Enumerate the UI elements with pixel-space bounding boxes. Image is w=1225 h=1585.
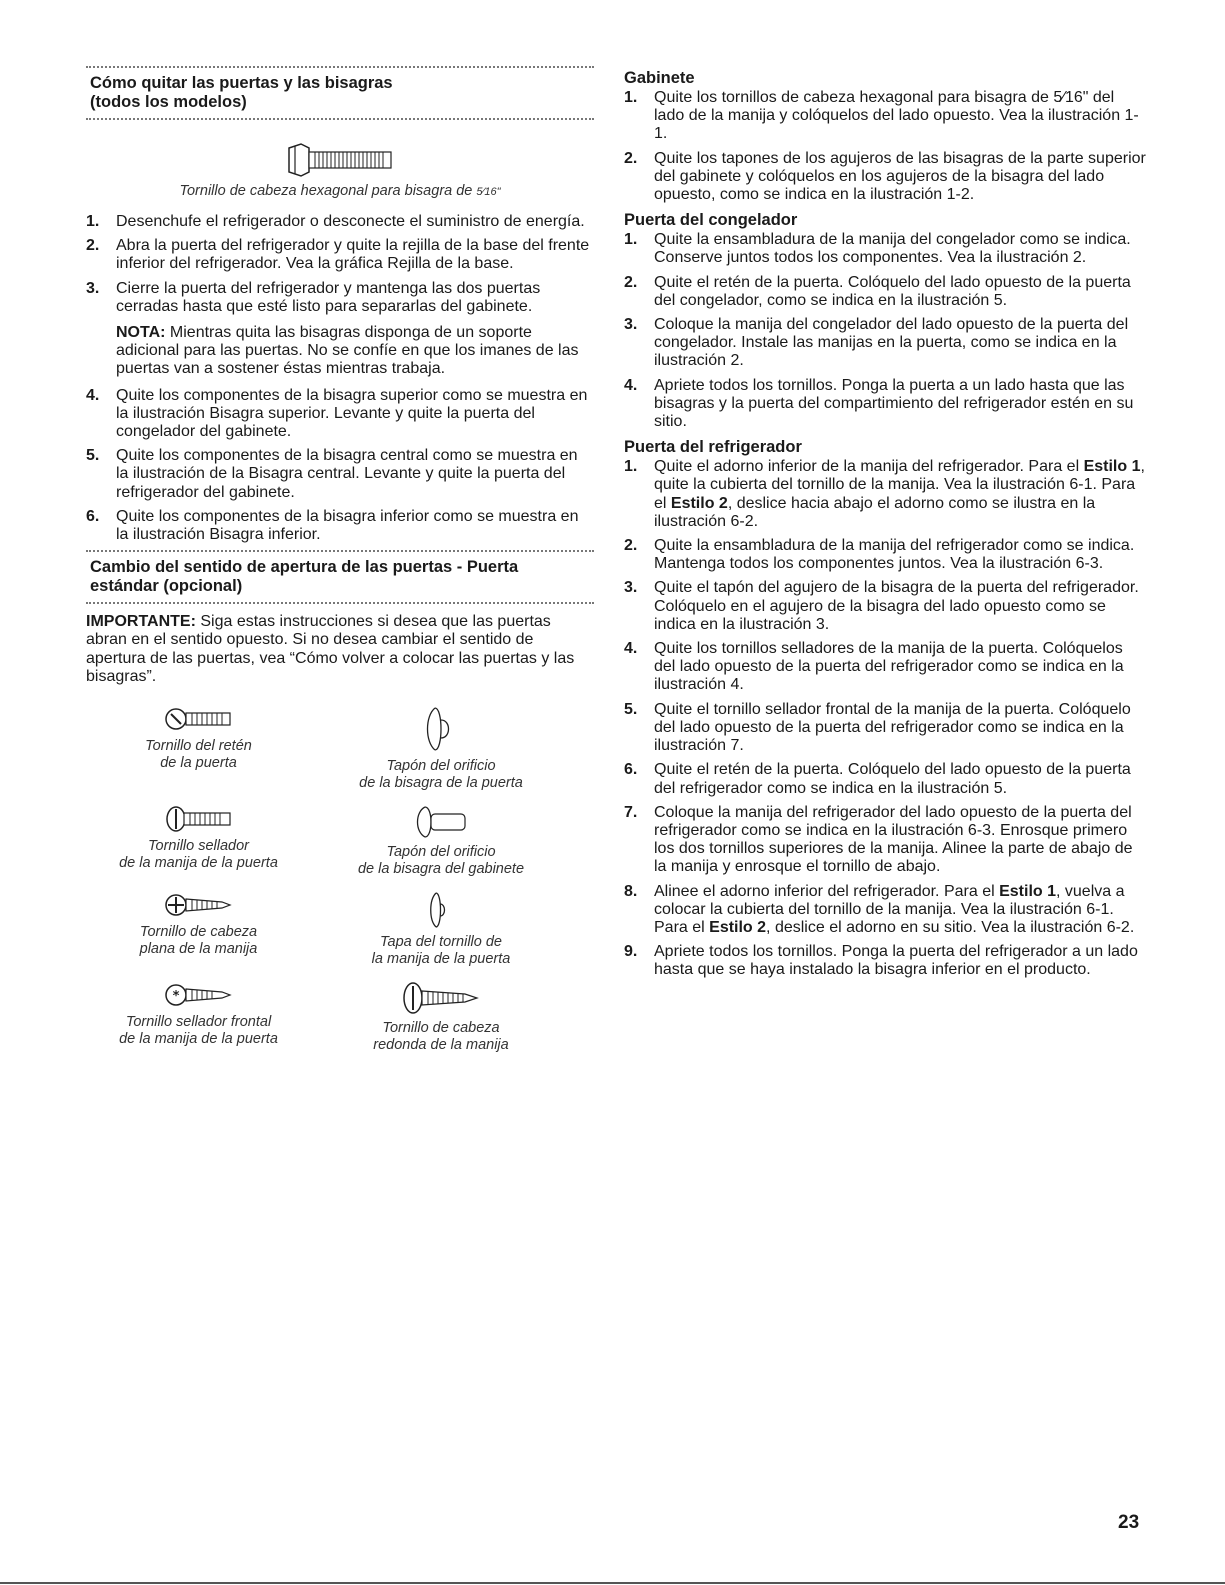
section-title-reverse-doors (86, 552, 594, 602)
step-number: 7. (624, 803, 638, 821)
flat-head-handle-screw-icon (164, 890, 234, 920)
list-item (624, 89, 1148, 144)
part-door-hinge-hole-plug (311, 704, 571, 792)
caption-text: Tornillo de cabeza hexagonal para bisagra de (179, 183, 473, 199)
list-item (624, 458, 1148, 531)
step-text: Alinee el adorno inferior del refrigerador. Para el (654, 882, 1000, 900)
step-text: , deslice el adorno en su sitio. Vea la ilustración 6-2. (766, 918, 1135, 936)
note-text: Mientras quita las bisagras disponga de un soporte adicional para las puertas. No se confíe en que los imanes de las puertas van a sostener éstas mientras trabaja. (116, 324, 579, 378)
step-text: Quite el tornillo sellador frontal de la manija de la puerta. Colóquelo del lado opuesto de la puerta del refrigerador como se indica en la ilustración 7. (654, 700, 1131, 755)
list-item (86, 237, 594, 273)
list-item (624, 316, 1148, 371)
step-text: Quite el retén de la puerta. Colóquelo del lado opuesto de la puerta del refrigerador como se indica en la ilustración 5. (654, 761, 1131, 797)
step-text: Quite el tapón del agujero de la bisagra de la puerta del refrigerador. Colóquelo en el agujero de la bisagra del lado opuesto como se indica en la ilustración 3. (654, 579, 1139, 633)
step-number: 2. (624, 273, 638, 291)
step-text: Apriete todos los tornillos. Ponga la puerta a un lado hasta que las bisagras y la puerta del compartimiento del refrigerador estén en su sitio. (654, 376, 1134, 431)
parts-legend (86, 704, 594, 1054)
section-title-line: Cambio del sentido de apertura de las puertas - Puerta (90, 558, 519, 577)
step-text: Quite los componentes de la bisagra central como se muestra en la ilustración de la Bisagra central. Levante y quite la puerta del refrigerador del gabinete. (116, 447, 578, 501)
step-text: , quite la cubierta del tornillo de la manija. Vea la ilustración 6-1. Para el (654, 458, 1145, 512)
step-text: Apriete todos los tornillos. Ponga la puerta del refrigerador a un lado hasta que se haya instalado la bisagra inferior en el producto. (654, 943, 1138, 979)
section-title-remove-doors (86, 68, 594, 118)
step-text: Quite los componentes de la bisagra superior como se muestra en la ilustración Bisagra superior. Levante y quite la puerta del congelador del gabinete. (116, 386, 588, 441)
hex-head-hinge-bolt-icon (285, 142, 395, 178)
refrigerator-door-steps (624, 458, 1148, 979)
step-number: 1. (86, 213, 100, 230)
round-head-handle-screw-icon (401, 980, 481, 1016)
list-item (624, 701, 1148, 756)
list-item (624, 804, 1148, 877)
step-number: 1. (624, 231, 638, 249)
important-label: IMPORTANTE: (86, 613, 196, 631)
part-caption: Tornillo de cabeza plana de la manija (139, 924, 258, 958)
step-number: 3. (624, 316, 638, 334)
step-number: 1. (624, 89, 638, 106)
step-text: , deslice hacia abajo el adorno como se ilustra en la ilustración 6-2. (654, 494, 1096, 530)
step-number: 6. (624, 761, 638, 779)
step-text: Coloque la manija del refrigerador del lado opuesto de la puerta del refrigerador como se indica en la ilustración 6-3. Enrosque primero los dos tornillos superiores de la manija. Alinee la parte de abajo de la manija y enrosque el tornillo de abajo. (654, 803, 1133, 876)
list-item (86, 213, 594, 231)
part-caption: Tapón del orificio de la bisagra de la puerta (359, 758, 523, 792)
step-number: 8. (624, 882, 638, 900)
list-item (624, 761, 1148, 797)
step-number: 2. (86, 237, 100, 255)
part-door-handle-screw-cap (311, 890, 571, 968)
step-number: 5. (86, 447, 100, 465)
list-item (624, 943, 1148, 979)
hinge-bolt-caption (86, 183, 594, 201)
section-title-line: estándar (opcional) (90, 577, 243, 596)
subheading-gabinete: Gabinete (624, 69, 695, 87)
part-door-handle-sealing-screw (86, 804, 311, 878)
list-item (86, 508, 594, 544)
step-number: 4. (624, 640, 638, 658)
caption-fraction: 5⁄16" (476, 186, 501, 198)
section-divider (86, 602, 594, 604)
step-text: Abra la puerta del refrigerador y quite la rejilla de la base del frente inferior del refrigerador. Vea la gráfica Rejilla de la base. (116, 237, 590, 273)
svg-text:*: * (172, 989, 179, 1005)
step-number: 6. (86, 507, 100, 525)
list-item (624, 883, 1148, 938)
step-text: Quite los componentes de la bisagra inferior como se muestra en la ilustración Bisagra inferior. (116, 507, 579, 544)
list-item (624, 274, 1148, 310)
bottom-rule (0, 1582, 1225, 1584)
part-round-head-handle-screw (311, 980, 571, 1054)
hinge-bolt-figure (86, 142, 594, 201)
right-column (624, 66, 1148, 986)
door-hinge-hole-plug-icon (421, 704, 461, 754)
note-label: NOTA: (116, 324, 166, 342)
important-paragraph (86, 613, 594, 686)
subheading-refrigerator-door: Puerta del refrigerador (624, 438, 802, 457)
step-number: 4. (624, 376, 638, 394)
step-text: Quite la ensambladura de la manija del congelador como se indica. Conserve juntos todos los componentes. Vea la ilustración 2. (654, 231, 1131, 267)
step-number: 2. (624, 149, 638, 167)
left-column (86, 66, 594, 1054)
page-number: 23 (1118, 1512, 1140, 1533)
list-item (624, 231, 1148, 267)
step-number: 1. (624, 458, 638, 476)
step-text: Quite los tornillos selladores de la manija de la puerta. Colóquelos del lado opuesto de la puerta del refrigerador como se indica en la ilustración 4. (654, 640, 1124, 694)
step-text: , vuelva a colocar la cubierta del tornillo de la manija. Vea la ilustración 6-1. Para el (654, 882, 1125, 936)
remove-doors-steps (86, 213, 594, 544)
step-text: Quite los tapones de los agujeros de las bisagras de la parte superior del gabinete y colóquelos en los agujeros de la bisagra del lado opuesto, como se indica en la ilustración 1-2. (654, 149, 1146, 204)
style-label: Estilo 2 (670, 494, 728, 512)
section-divider (86, 118, 594, 120)
part-caption: Tornillo del retén de la puerta (145, 738, 252, 772)
section-title-line: (todos los modelos) (90, 93, 247, 111)
part-caption: Tornillo de cabeza redonda de la manija (373, 1020, 509, 1054)
list-item (86, 447, 594, 502)
step-number: 9. (624, 943, 638, 961)
list-item (624, 537, 1148, 573)
step-number: 3. (86, 279, 100, 297)
list-item (624, 640, 1148, 695)
list-item (86, 387, 594, 442)
part-caption: Tapón del orificio de la bisagra del gabinete (357, 844, 525, 878)
part-caption: Tapa del tornillo de la manija de la puerta (371, 934, 511, 968)
door-stop-screw-icon (164, 704, 234, 734)
step-number: 4. (86, 386, 100, 404)
step-text: Coloque la manija del congelador del lado opuesto de la puerta del congelador. Instale las manijas en la puerta, como se indica en la ilustración 2. (654, 316, 1129, 370)
freezer-door-steps (624, 231, 1148, 431)
front-sealing-screw-icon (164, 980, 234, 1010)
step-text: Quite el retén de la puerta. Colóquelo del lado opuesto de la puerta del congelador, como se indica en la ilustración 5. (654, 273, 1131, 309)
part-door-stop-screw (86, 704, 311, 792)
cabinet-hinge-hole-plug-icon (411, 804, 471, 840)
part-caption: Tornillo sellador de la manija de la puerta (119, 838, 278, 872)
list-item (624, 579, 1148, 634)
part-cabinet-hinge-hole-plug (311, 804, 571, 878)
step-text: Quite los tornillos de cabeza hexagonal para bisagra de 5⁄16" del lado de la manija y colóquelos del lado opuesto. Vea la ilustración 1-1. (654, 89, 1139, 143)
step-number: 3. (624, 579, 638, 597)
step-text: Quite el adorno inferior de la manija del refrigerador. Para el (654, 458, 1084, 476)
step-text: Desenchufe el refrigerador o desconecte el suministro de energía. (116, 213, 585, 230)
style-label: Estilo 1 (999, 882, 1056, 900)
important-text: Siga estas instrucciones si desea que las puertas abran en el sentido opuesto. Si no desea cambiar el sentido de apertura de las puertas, vea “Cómo volver a colocar las puertas y las bisagras”. (86, 613, 575, 685)
style-label: Estilo 1 (1083, 458, 1141, 476)
part-front-sealing-screw (86, 980, 311, 1054)
gabinete-steps (624, 89, 1148, 204)
step-number: 2. (624, 537, 638, 555)
list-item (624, 377, 1148, 432)
style-label: Estilo 2 (709, 918, 767, 936)
list-item (86, 280, 594, 379)
section-title-line: Cómo quitar las puertas y las bisagras (90, 74, 393, 92)
part-caption: Tornillo sellador frontal de la manija de la puerta (119, 1014, 278, 1048)
step-text: Quite la ensambladura de la manija del refrigerador como se indica. Mantenga todos los componentes juntos. Vea la ilustración 6-3. (654, 537, 1135, 573)
door-handle-sealing-screw-icon (164, 804, 234, 834)
step-number: 5. (624, 700, 638, 718)
note-paragraph (116, 324, 594, 379)
list-item (624, 150, 1148, 205)
subheading-freezer-door: Puerta del congelador (624, 211, 798, 230)
part-flat-head-handle-screw (86, 890, 311, 968)
step-text: Cierre la puerta del refrigerador y mantenga las dos puertas cerradas hasta que esté listo para separarlas del gabinete. (116, 279, 541, 315)
door-handle-screw-cap-icon (426, 890, 456, 930)
